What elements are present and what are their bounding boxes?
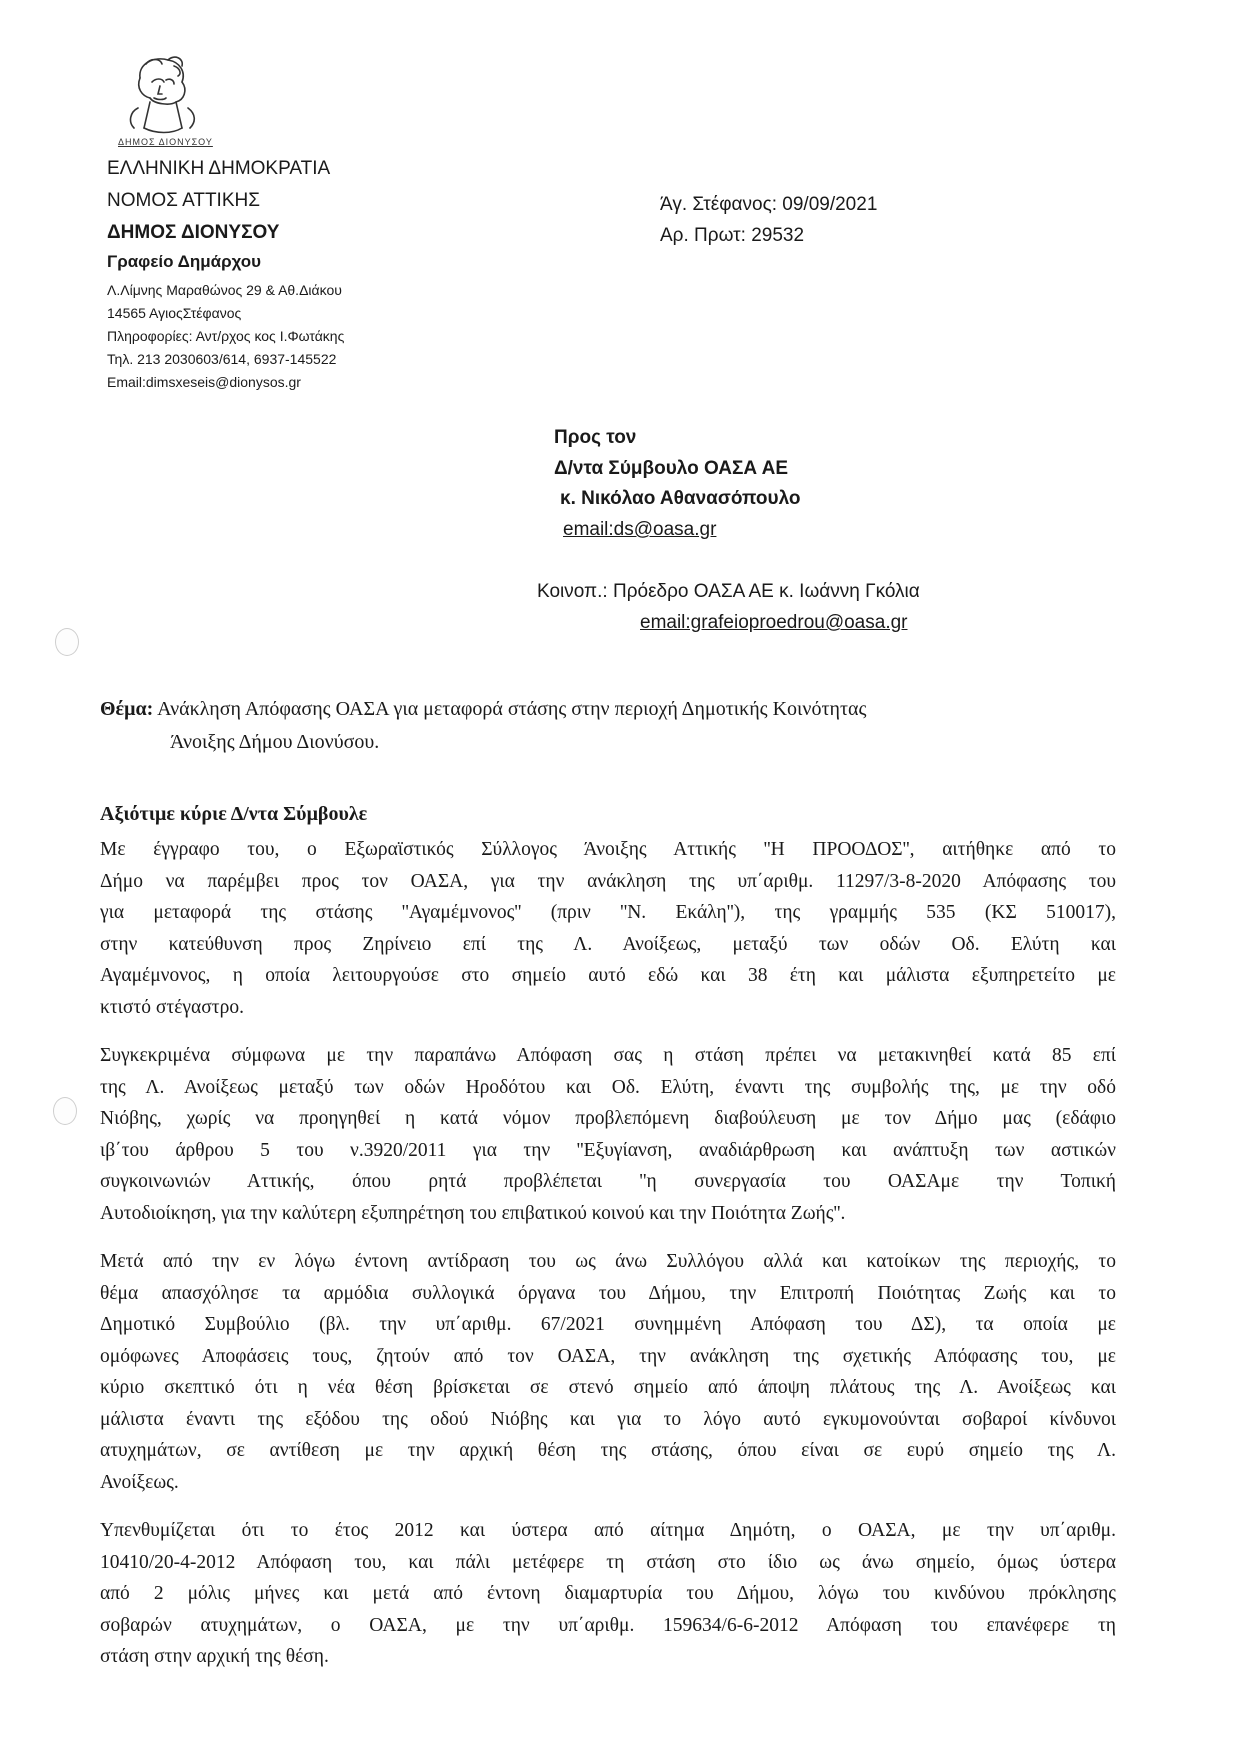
subject-line1: Ανάκληση Απόφασης ΟΑΣΑ για μεταφορά στάσης στην περιοχή Δημοτικής Κοινότητας [157,698,867,720]
sender-office: Γραφείο Δημάρχου [107,252,262,271]
recipient-to: Προς τον [554,427,637,448]
paragraph-line: Ανοίξεως. [100,1471,179,1493]
subject-label: Θέμα: [100,698,154,720]
sender-address-line1: Λ.Λίμνης Μαραθώνος 29 & Αθ.Διάκου [107,282,342,298]
paragraph-line: Νιόβης, χωρίς να προηγηθεί η κατά νόμον προβλεπόμενη διαβούλευση με τον Δήμο μας (εδάφιο [100,1108,1116,1129]
body-paragraph-4 [100,1515,1116,1673]
paragraph-line: Με έγγραφο του, ο Εξωραϊστικός Σύλλογος Άνοιξης Αττικής ''Η ΠΡΟΟΔΟΣ'', αιτήθηκε από το [100,839,1116,860]
paragraph-line: ομόφωνες Αποφάσεις τους, ζητούν από τον ΟΑΣΑ, την ανάκληση της σχετικής Απόφασης του, με [100,1345,1116,1367]
paragraph-line: κύριο σκεπτικό ότι η νέα θέση βρίσκεται σε στενό σημείο από άποψη πλάτους της Λ. Ανοίξεως και [100,1377,1116,1398]
punch-hole [53,1097,77,1125]
sender-prefecture: ΝΟΜΟΣ ΑΤΤΙΚΗΣ [107,190,260,211]
paragraph-line: Μετά από την εν λόγω έντονη αντίδραση του ως άνω Συλλόγου αλλά και κατοίκων της περιοχής, το [100,1251,1116,1272]
paragraph-line: Δημοτικό Συμβούλιο (βλ. την υπ΄αριθμ. 67/2021 συνημμένη Απόφαση του ΔΣ), τα οποία με [100,1314,1116,1335]
paragraph-line: Αυτοδιοίκηση, για την καλύτερη εξυπηρέτηση του επιβατικού κοινού και την Ποιότητα Ζωής''. [100,1202,846,1224]
recipient-name: κ. Νικόλαο Αθανασόπουλο [560,488,801,509]
paragraph-line: μάλιστα έναντι της εξόδου της οδού Νιόβης και για το λόγο αυτό εγκυμονούνται σοβαροί κίνδυνοι [100,1408,1116,1430]
sender-municipality: ΔΗΜΟΣ ΔΙΟΝΥΣΟΥ [107,222,280,243]
sender-phone: Τηλ. 213 2030603/614, 6937-145522 [107,351,337,367]
body-paragraph-2 [100,1040,1116,1229]
sender-info: Πληροφορίες: Αντ/ρχος κος Ι.Φωτάκης [107,328,345,344]
paragraph-line: στην κατεύθυνση προς Ζηρίνειο επί της Λ. Ανοίξεως, μεταξύ των οδών Οδ. Ελύτη και [100,933,1116,955]
paragraph-line: στάση στην αρχική της θέση. [100,1646,329,1667]
paragraph-line: της Λ. Ανοίξεως μεταξύ των οδών Ηροδότου και Οδ. Ελύτη, έναντι της συμβολής της, με την οδό [100,1076,1116,1098]
paragraph-line: σοβαρών ατυχημάτων, ο ΟΑΣΑ, με την υπ΄αριθμ. 159634/6-6-2012 Απόφαση του επανέφερε τη [100,1614,1116,1636]
protocol-number: Αρ. Πρωτ: 29532 [660,225,805,246]
paragraph-line: Συγκεκριμένα σύμφωνα με την παραπάνω Απόφαση σας η στάση πρέπει να μετακινηθεί κατά 85 επί [100,1045,1116,1066]
paragraph-line: ιβ΄του άρθρου 5 του ν.3920/2011 για την ''Εξυγίανση, αναδιάρθρωση και ανάπτυξη των αστικών [100,1139,1116,1161]
sender-email: Email:dimsxeseis@dionysos.gr [107,374,301,390]
body-paragraph-3 [100,1246,1116,1498]
logo-caption: ΔΗΜΟΣ ΔΙΟΝΥΣΟΥ [118,137,213,147]
paragraph-line: κτιστό στέγαστρο. [100,996,244,1018]
paragraph-line: θέμα απασχόλησε τα αρμόδια συλλογικά όργανα του Δήμου, την Επιτροπή Ποιότητας Ζωής και το [100,1282,1116,1304]
paragraph-line: Αγαμέμνονος, η οποία λειτουργούσε στο σημείο αυτό εδώ και 38 έτη και μάλιστα εξυπηρετείτο με [100,965,1116,986]
cc-recipient: Κοινοπ.: Πρόεδρο ΟΑΣΑ ΑΕ κ. Ιωάννη Γκόλια [537,581,920,602]
paragraph-line: ατυχημάτων, σε αντίθεση με την αρχική θέση της στάσης, όπου είναι σε ευρύ σημείο της Λ. [100,1440,1116,1461]
recipient-email[interactable]: email:ds@oasa.gr [563,519,717,540]
paragraph-line: 10410/20-4-2012 Απόφαση του, και πάλι μετέφερε τη στάση στο ίδιο ως άνω σημείο, όμως ύστερα [100,1551,1116,1573]
document-date: Άγ. Στέφανος: 09/09/2021 [660,194,878,215]
paragraph-line: Υπενθυμίζεται ότι το έτος 2012 και ύστερα από αίτημα Δημότη, ο ΟΑΣΑ, με την υπ΄αριθμ. [100,1520,1116,1541]
subject-line2: Άνοιξης Δήμου Διονύσου. [170,731,380,753]
paragraph-line: συγκοινωνιών Αττικής, όπου ρητά προβλέπεται ''η συνεργασία του ΟΑΣΑμε την Τοπική [100,1171,1116,1192]
municipality-logo [110,48,213,148]
cc-email[interactable]: email:grafeioproedrou@oasa.gr [640,612,908,633]
paragraph-line: Δήμο να παρέμβει προς τον ΟΑΣΑ, για την ανάκληση της υπ΄αριθμ. 11297/3-8-2020 Απόφασης του [100,870,1116,892]
sender-country: ΕΛΛΗΝΙΚΗ ΔΗΜΟΚΡΑΤΙΑ [107,158,331,179]
punch-hole [55,628,79,656]
subject-block [100,693,1120,759]
paragraph-line: από 2 μόλις μήνες και μετά από έντονη διαμαρτυρία του Δήμου, λόγω του κινδύνου πρόκλησης [100,1583,1116,1604]
sender-address-line2: 14565 ΑγιοςΣτέφανος [107,305,242,321]
paragraph-line: για μεταφορά της στάσης ''Αγαμέμνονος'' (πριν ''Ν. Εκάλη''), της γραμμής 535 (ΚΣ 510017), [100,902,1116,923]
salutation: Αξιότιμε κύριε Δ/ντα Σύμβουλε [100,803,368,825]
body-paragraph-1 [100,834,1116,1023]
recipient-title: Δ/ντα Σύμβουλο ΟΑΣΑ ΑΕ [554,458,789,479]
